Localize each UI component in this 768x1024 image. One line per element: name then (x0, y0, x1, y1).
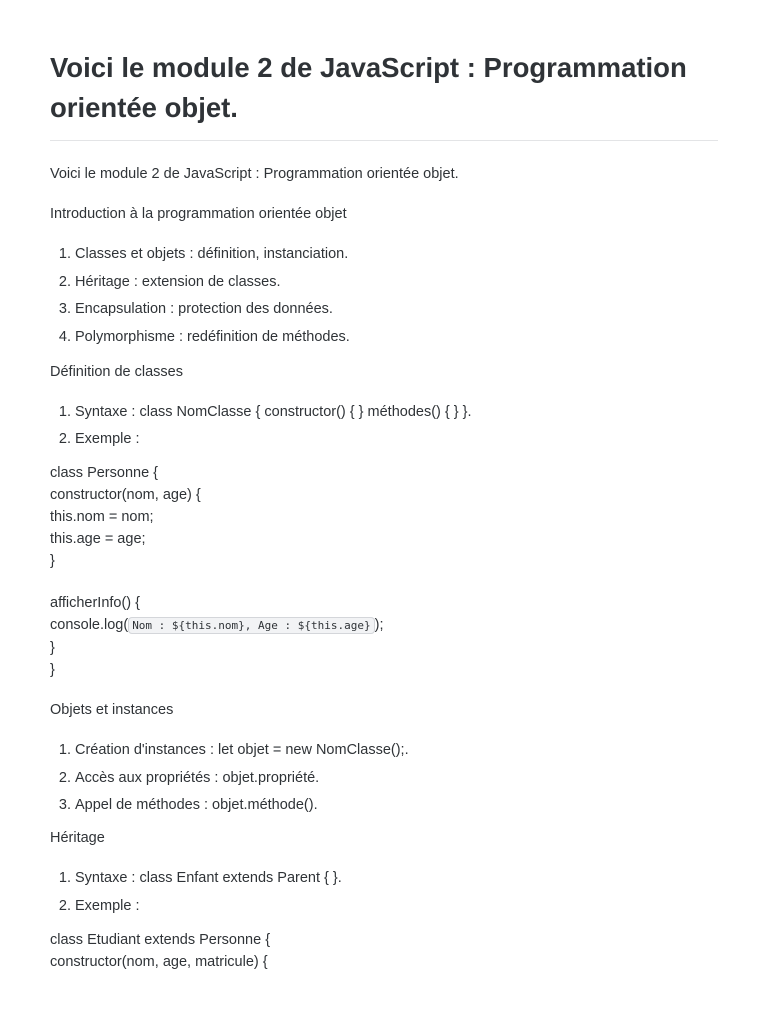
page-title: Voici le module 2 de JavaScript : Programmation orientée objet. (50, 52, 687, 123)
code-line: class Etudiant extends Personne { (50, 931, 271, 948)
code-line: afficherInfo() { (50, 595, 141, 611)
list-item: 2. Accès aux propriétés : objet.propriété. (75, 767, 718, 789)
code-line: class Personne { (50, 465, 159, 481)
code-line: constructor(nom, age) { (50, 487, 201, 503)
section-heading-introduction: Introduction à la programmation orientée objet (50, 206, 347, 222)
code-text: console.log( (50, 617, 129, 633)
code-line: } (50, 640, 55, 656)
code-example-method (50, 592, 718, 681)
inheritance-list (50, 867, 718, 917)
code-line: this.nom = nom; (50, 509, 154, 525)
code-example-personne (50, 462, 718, 572)
code-line: } (50, 553, 55, 569)
intro-list (50, 243, 718, 348)
objects-list (50, 739, 718, 816)
section-heading-definition: Définition de classes (50, 363, 183, 380)
list-item: 1. Syntaxe : class NomClasse { constructor() { } méthodes() { } }. (75, 401, 718, 423)
list-item: 1. Création d'instances : let objet = new NomClasse();. (75, 739, 718, 761)
list-item: 3. Appel de méthodes : objet.méthode(). (75, 794, 718, 816)
code-line: } (50, 662, 55, 678)
section-heading-objects: Objets et instances (50, 702, 174, 718)
list-item: 2. Exemple : (75, 428, 718, 450)
code-line: this.age = age; (50, 531, 146, 547)
list-item: 4. Polymorphisme : redéfinition de méthodes. (75, 326, 718, 348)
definition-list (50, 401, 718, 451)
code-line: constructor(nom, age, matricule) { (50, 953, 268, 970)
list-item: 2. Exemple : (75, 895, 718, 917)
code-text: ); (374, 617, 384, 633)
code-line-console (50, 614, 718, 637)
inline-code: Nom : ${this.nom}, Age : ${this.age} (128, 617, 374, 634)
list-item: 2. Héritage : extension de classes. (75, 271, 718, 293)
list-item: 1. Syntaxe : class Enfant extends Parent { }. (75, 867, 718, 889)
section-heading-inheritance: Héritage (50, 830, 105, 846)
list-item: 1. Classes et objets : définition, instanciation. (75, 243, 718, 265)
list-item: 3. Encapsulation : protection des données. (75, 298, 718, 320)
code-example-etudiant (50, 929, 718, 973)
title-divider (50, 140, 718, 141)
intro-paragraph: Voici le module 2 de JavaScript : Programmation orientée objet. (50, 166, 459, 182)
